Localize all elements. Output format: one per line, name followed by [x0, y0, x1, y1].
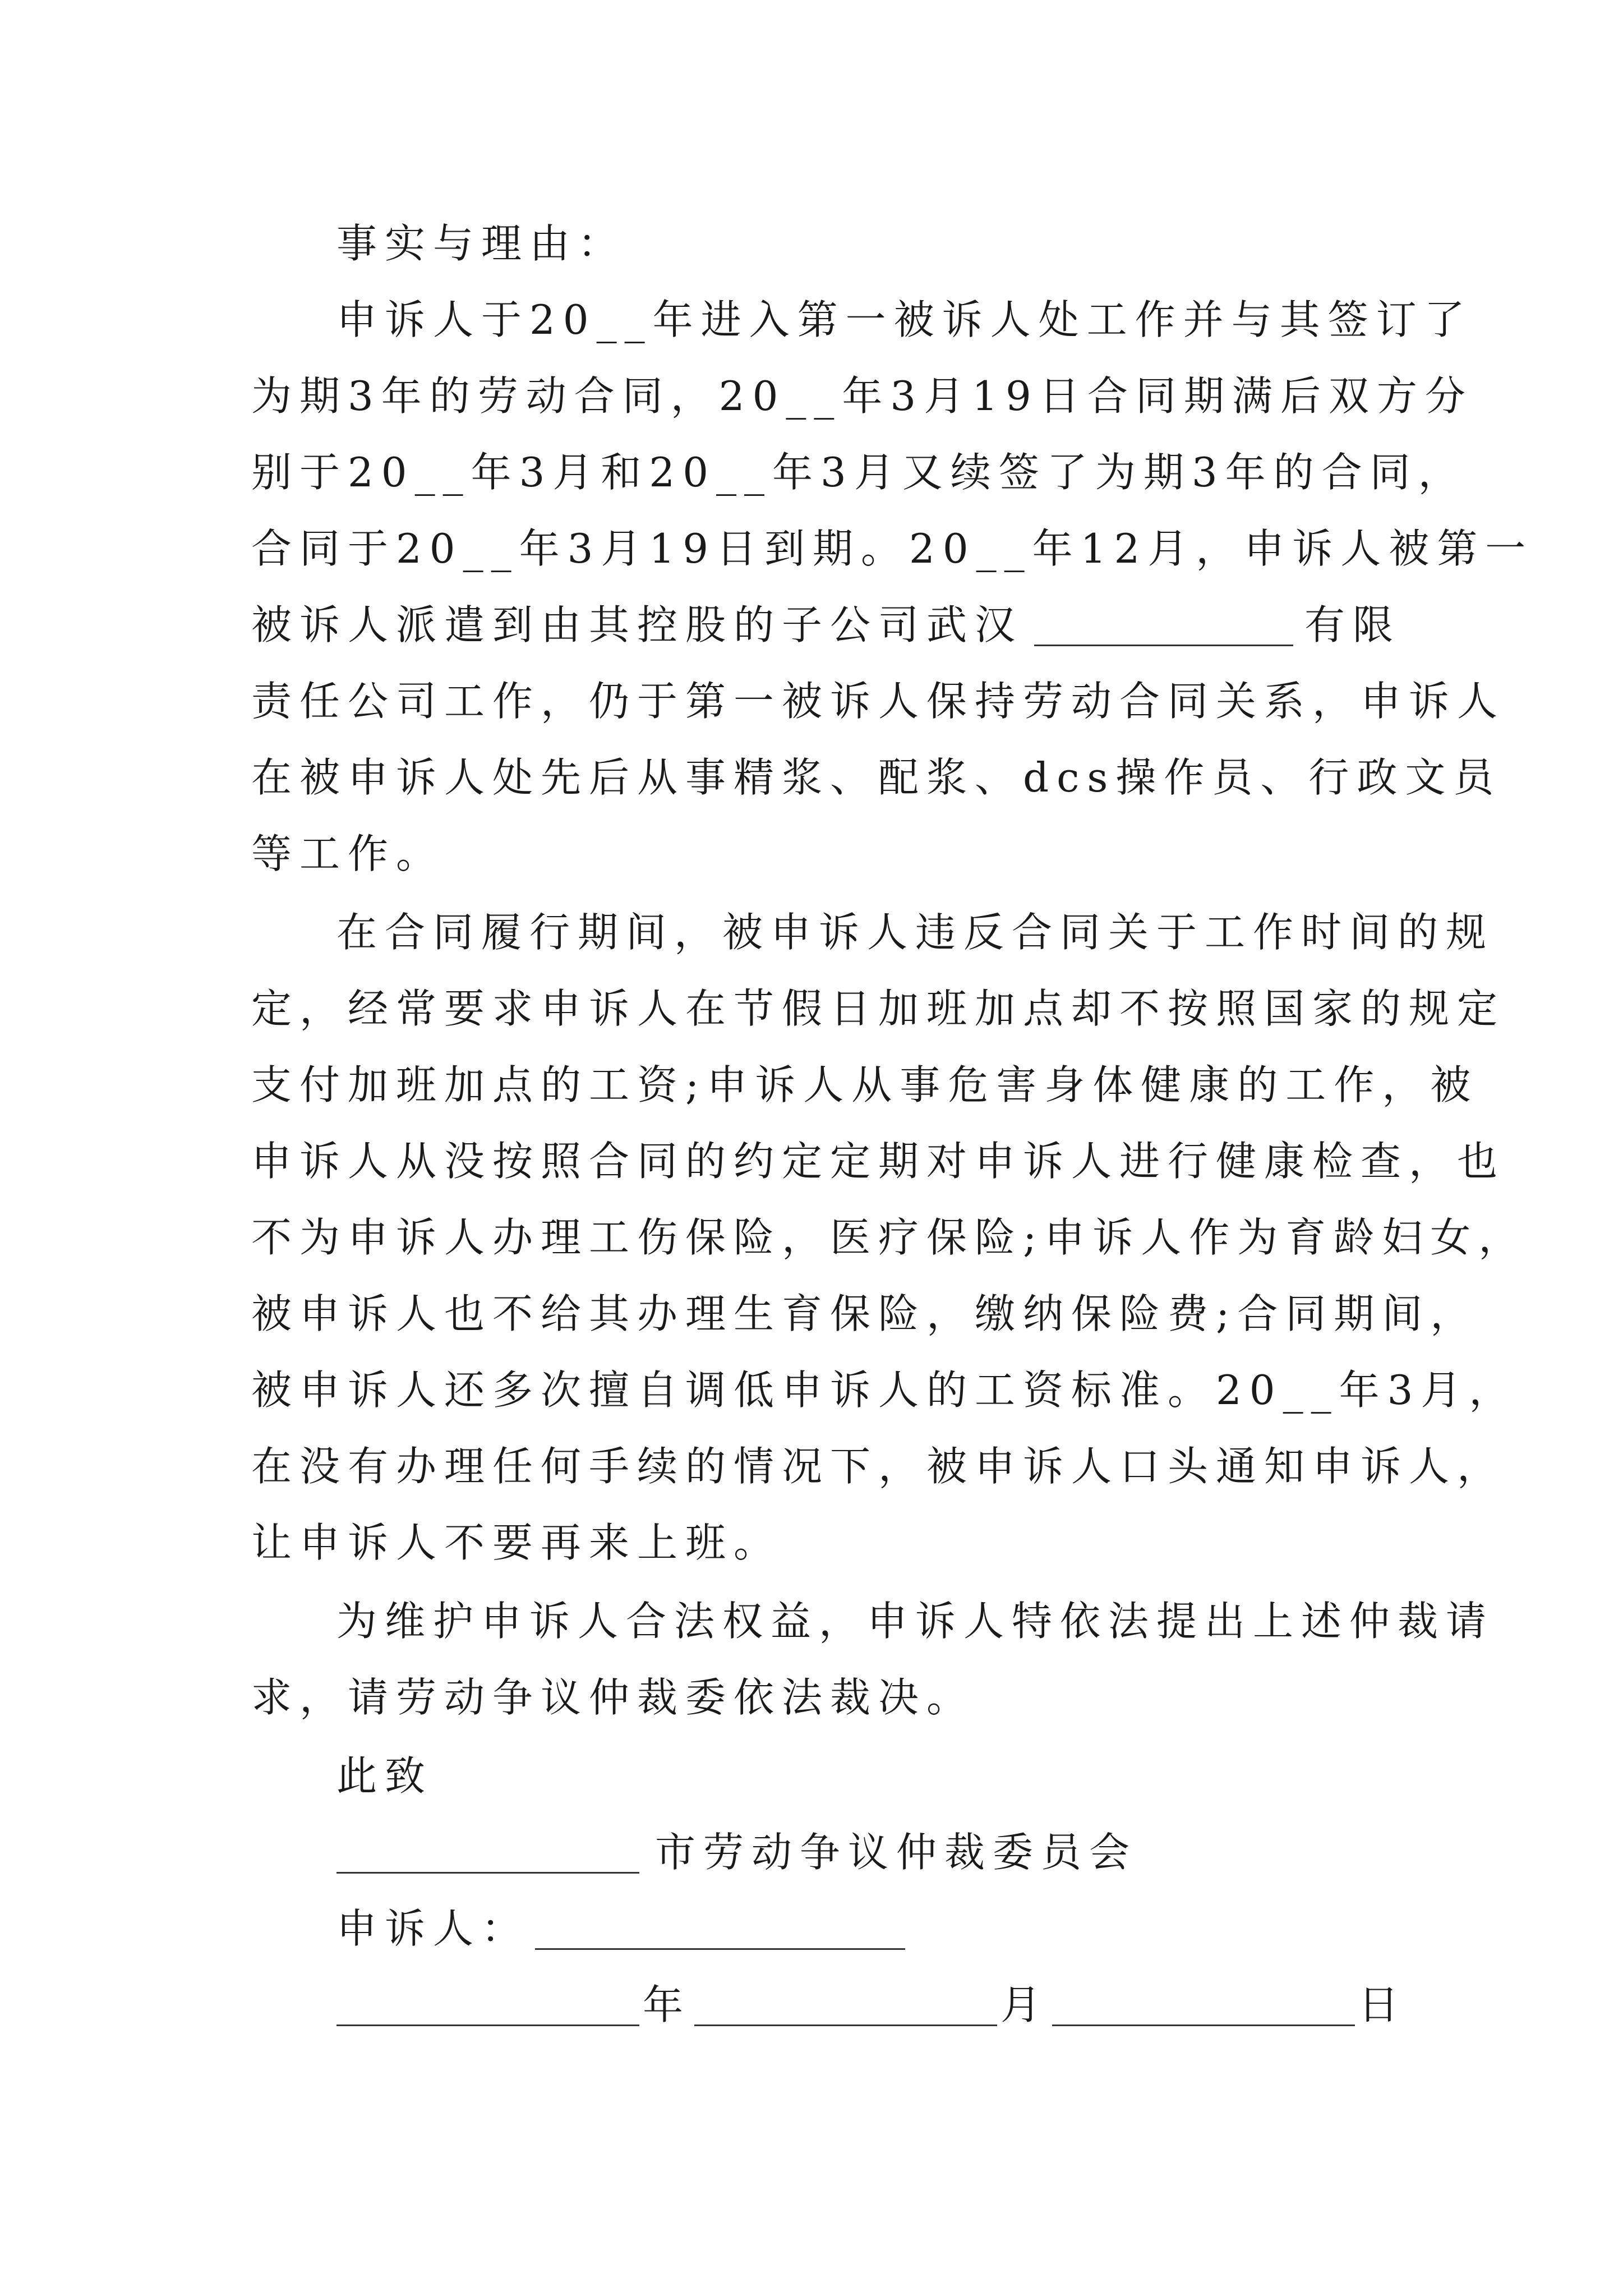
closing-salutation: 此致: [336, 1752, 434, 1800]
paragraph-line: 求，请劳动争议仲裁委依法裁决。: [251, 1674, 975, 1721]
paragraph-line: 别于20__年3月和20__年3月又续签了为期3年的合同，: [251, 449, 1467, 496]
applicant-name-blank[interactable]: [535, 1908, 905, 1950]
company-name-blank[interactable]: [1034, 604, 1293, 646]
paragraph-line: 在合同履行期间，被申诉人违反合同关于工作时间的规: [336, 909, 1495, 956]
month-blank[interactable]: [694, 1984, 997, 2026]
paragraph-line: 让申诉人不要再来上班。: [251, 1519, 782, 1566]
paragraph-line: 等工作。: [251, 830, 445, 877]
paragraph-line: 申诉人于20__年进入第一被诉人处工作并与其签订了: [336, 296, 1473, 343]
day-blank[interactable]: [1052, 1984, 1355, 2026]
paragraph-line: 被申诉人还多次擅自调低申诉人的工资标准。20__年3月，: [251, 1366, 1518, 1414]
section-heading: 事实与理由：: [336, 220, 626, 267]
paragraph-line: 申诉人从没按照合同的约定定期对申诉人进行健康检查，也: [251, 1138, 1506, 1185]
recipient-line: 市劳动争议仲裁委员会: [336, 1813, 1137, 1892]
paragraph-line-with-blank: 被诉人派遣到由其控股的子公司武汉 有限: [251, 601, 1401, 648]
year-blank[interactable]: [336, 1984, 639, 2026]
paragraph-line: 责任公司工作，仍于第一被诉人保持劳动合同关系，申诉人: [251, 678, 1506, 725]
paragraph-line: 为维护申诉人合法权益，申诉人特依法提出上述仲裁请: [336, 1598, 1495, 1645]
city-blank[interactable]: [336, 1832, 639, 1874]
date-line: 年 月 日: [336, 1966, 1407, 2044]
paragraph-line: 被申诉人也不给其办理生育保险，缴纳保险费;合同期间，: [251, 1290, 1479, 1337]
paragraph-line: 在没有办理任何手续的情况下，被申诉人口头通知申诉人，: [251, 1443, 1506, 1490]
paragraph-line: 定，经常要求申诉人在节假日加班加点却不按照国家的规定: [251, 985, 1506, 1032]
paragraph-line: 合同于20__年3月19日到期。20__年12月，申诉人被第一: [251, 525, 1534, 572]
applicant-line: 申诉人：: [336, 1889, 905, 1968]
paragraph-line: 在被申诉人处先后从事精浆、配浆、dcs操作员、行政文员: [251, 754, 1502, 801]
paragraph-line: 支付加班加点的工资;申诉人从事危害身体健康的工作，被: [251, 1061, 1479, 1108]
paragraph-line: 为期3年的劳动合同，20__年3月19日合同期满后双方分: [251, 372, 1473, 420]
paragraph-line: 不为申诉人办理工伤保险，医疗保险;申诉人作为育龄妇女，: [251, 1214, 1527, 1261]
